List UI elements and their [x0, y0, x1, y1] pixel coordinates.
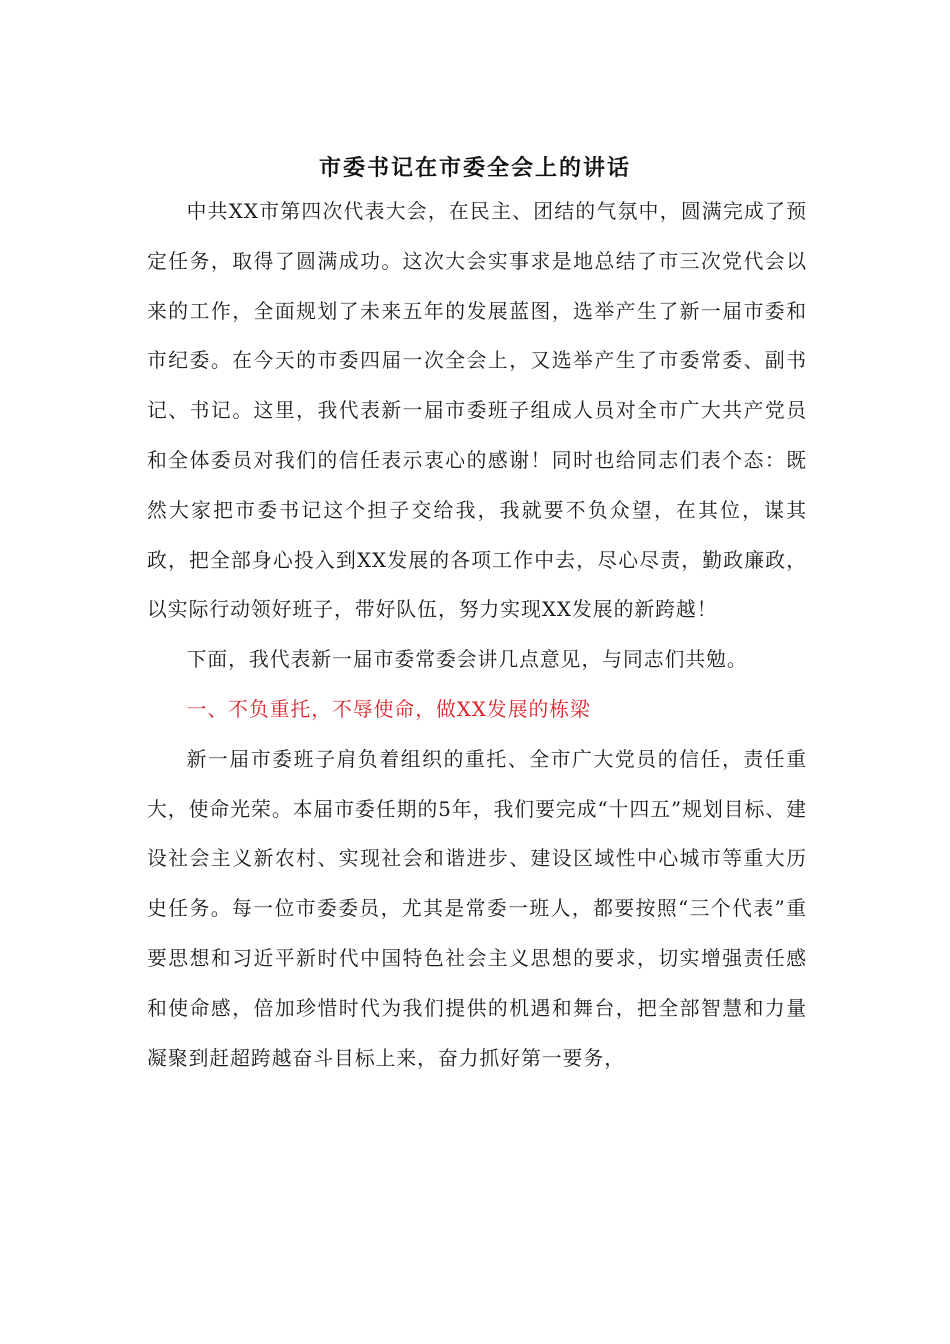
- document-title: 市委书记在市委全会上的讲话: [318, 155, 631, 181]
- paragraph-intro: 下面，我代表新一届市委常委会讲几点意见，与同志们共勉。: [186, 648, 748, 672]
- paragraph-opening: 中共XX市第四次代表大会，在民主、团结的气氛中，圆满完成了预定任务，取得了圆满成功。这次大会实事求是地总结了市三次党代会以来的工作，全面规划了未来五年的发展蓝图，选举产生了新一届市委和市纪委。在今天的市委四届一次全会上，又选举产生了市委常委、副书记、书记。这里，我代表新一届市委班子组成人员对全市广大共产党员和全体委员对我们的信任表示衷心的感谢！同时也给同志们表个态：既然大家把市委书记这个担子交给我，我就要不负众望，在其位，谋其政，把全部身心投入到XX发展的各项工作中去，尽心尽责，勤政廉政，以实际行动领好班子，带好队伍，努力实现XX发展的新跨越！: [147, 200, 807, 622]
- paragraph-section-one: 新一届市委班子肩负着组织的重托、全市广大党员的信任，责任重大，使命光荣。本届市委任期的5年，我们要完成“十四五”规划目标、建设社会主义新农村、实现社会和谐进步、建设区域性中心城市等重大历史任务。每一位市委委员，尤其是常委一班人，都要按照“三个代表”重要思想和习近平新时代中国特色社会主义思想的要求，切实增强责任感和使命感，倍加珍惜时代为我们提供的机遇和舞台，把全部智慧和力量凝聚到赶超跨越奋斗目标上来，奋力抓好第一要务，: [147, 747, 807, 1070]
- document-body: [147, 187, 807, 1083]
- section-heading: 一、不负重托，不辱使命，做XX发展的栋梁: [186, 697, 591, 721]
